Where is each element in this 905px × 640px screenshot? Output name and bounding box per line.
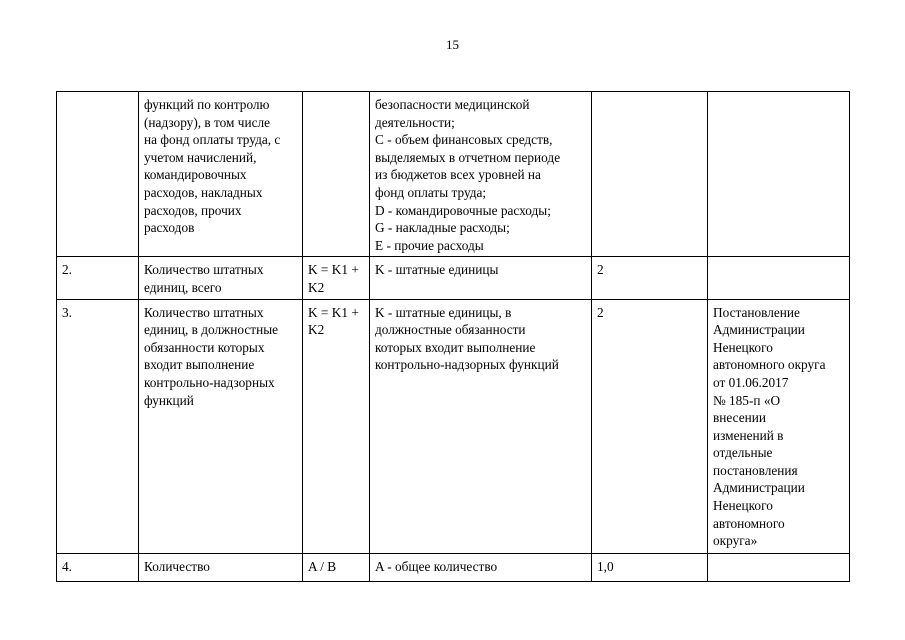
indicator-name-cell: Количество штатных единиц, всего — [139, 257, 303, 299]
indicators-table — [56, 91, 850, 582]
formula-cell: K = K1 + K2 — [303, 299, 370, 553]
value-cell — [592, 92, 708, 257]
page-number: 15 — [446, 37, 459, 52]
row-number-cell — [57, 92, 139, 257]
indicator-name-cell: функций по контролю (надзору), в том числе на фонд оплаты труда, с учетом начислений, командировочных расходов, накладных расходов, прочих расходов — [139, 92, 303, 257]
row-number-cell: 2. — [57, 257, 139, 299]
description-cell: A - общее количество — [370, 553, 592, 581]
table-row — [57, 92, 850, 257]
formula-cell: A / B — [303, 553, 370, 581]
formula-cell — [303, 92, 370, 257]
description-cell: K - штатные единицы — [370, 257, 592, 299]
source-cell — [708, 553, 850, 581]
description-cell: безопасности медицинской деятельности; С - объем финансовых средств, выделяемых в отчетном периоде из бюджетов всех уровней на фонд оплаты труда; D - командировочные расходы; G - накладные расходы; E - прочие расходы — [370, 92, 592, 257]
indicator-name-cell: Количество — [139, 553, 303, 581]
table-row — [57, 257, 850, 299]
indicator-name-cell: Количество штатных единиц, в должностные обязанности которых входит выполнение контрольно-надзорных функций — [139, 299, 303, 553]
value-cell: 2 — [592, 257, 708, 299]
table-row — [57, 299, 850, 553]
row-number-cell: 4. — [57, 553, 139, 581]
value-cell: 1,0 — [592, 553, 708, 581]
row-number-cell: 3. — [57, 299, 139, 553]
source-cell — [708, 92, 850, 257]
description-cell: K - штатные единицы, в должностные обязанности которых входит выполнение контрольно-надзорных функций — [370, 299, 592, 553]
table-row — [57, 553, 850, 581]
formula-cell: K = K1 + K2 — [303, 257, 370, 299]
source-cell: Постановление Администрации Ненецкого автономного округа от 01.06.2017 № 185-п «О внесении изменений в отдельные постановления Администрации Ненецкого автономного округа» — [708, 299, 850, 553]
value-cell: 2 — [592, 299, 708, 553]
source-cell — [708, 257, 850, 299]
